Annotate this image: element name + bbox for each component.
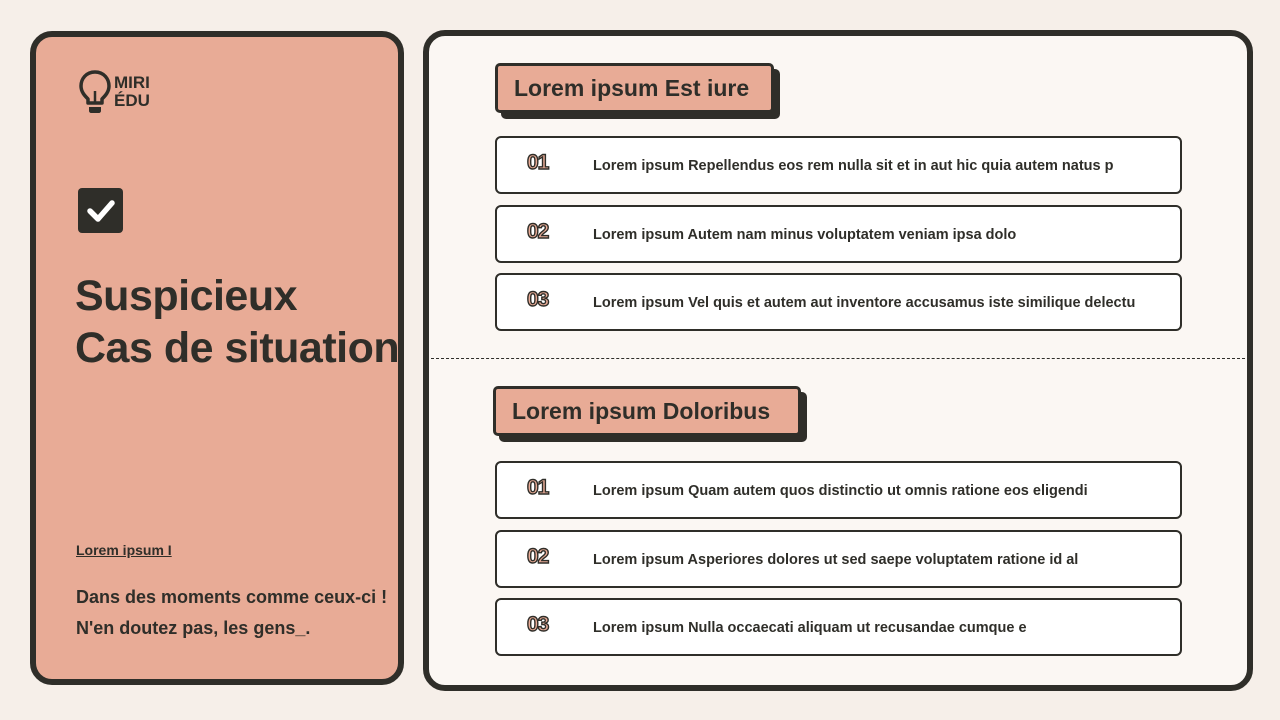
brand-line-2: ÉDU xyxy=(114,91,150,110)
item-text: Lorem ipsum Repellendus eos rem nulla sit et in aut hic quia autem natus p xyxy=(593,158,1114,174)
list-item xyxy=(495,273,1182,331)
title-line-1: Suspicieux xyxy=(75,272,298,320)
title-line-2: Cas de situation xyxy=(75,324,400,372)
tagline-line-2: N'en doutez pas, les gens_. xyxy=(76,618,311,638)
list-item xyxy=(495,530,1182,588)
section-2-header: Lorem ipsum Doloribus xyxy=(493,386,801,436)
hero-link[interactable]: Lorem ipsum I xyxy=(76,542,172,558)
item-number: 02 xyxy=(527,220,549,243)
item-number: 02 xyxy=(527,545,549,568)
list-item xyxy=(495,598,1182,656)
brand-line-1: MIRI xyxy=(114,73,150,92)
item-text: Lorem ipsum Autem nam minus voluptatem veniam ipsa dolo xyxy=(593,227,1017,243)
item-number: 01 xyxy=(527,476,549,499)
tagline-line-1: Dans des moments comme ceux-ci ! xyxy=(76,587,388,607)
section-1-header: Lorem ipsum Est iure xyxy=(495,63,774,113)
list-item xyxy=(495,461,1182,519)
item-text: Lorem ipsum Asperiores dolores ut sed saepe voluptatem ratione id al xyxy=(593,552,1079,568)
checkbox-checked-icon xyxy=(78,188,123,233)
tagline xyxy=(76,582,387,644)
item-text: Lorem ipsum Quam autem quos distinctio ut omnis ratione eos eligendi xyxy=(593,483,1088,499)
item-text: Lorem ipsum Vel quis et autem aut inventore accusamus iste similique delectu xyxy=(593,295,1136,311)
list-item xyxy=(495,205,1182,263)
section-divider xyxy=(431,358,1245,359)
brand-logo xyxy=(78,69,150,115)
item-number: 03 xyxy=(527,288,549,311)
page-title xyxy=(75,270,399,374)
lightbulb-icon xyxy=(78,69,112,115)
item-number: 01 xyxy=(527,151,549,174)
content-panel xyxy=(423,30,1253,691)
item-text: Lorem ipsum Nulla occaecati aliquam ut recusandae cumque e xyxy=(593,620,1027,636)
hero-panel xyxy=(30,31,404,685)
item-number: 03 xyxy=(527,613,549,636)
list-item xyxy=(495,136,1182,194)
